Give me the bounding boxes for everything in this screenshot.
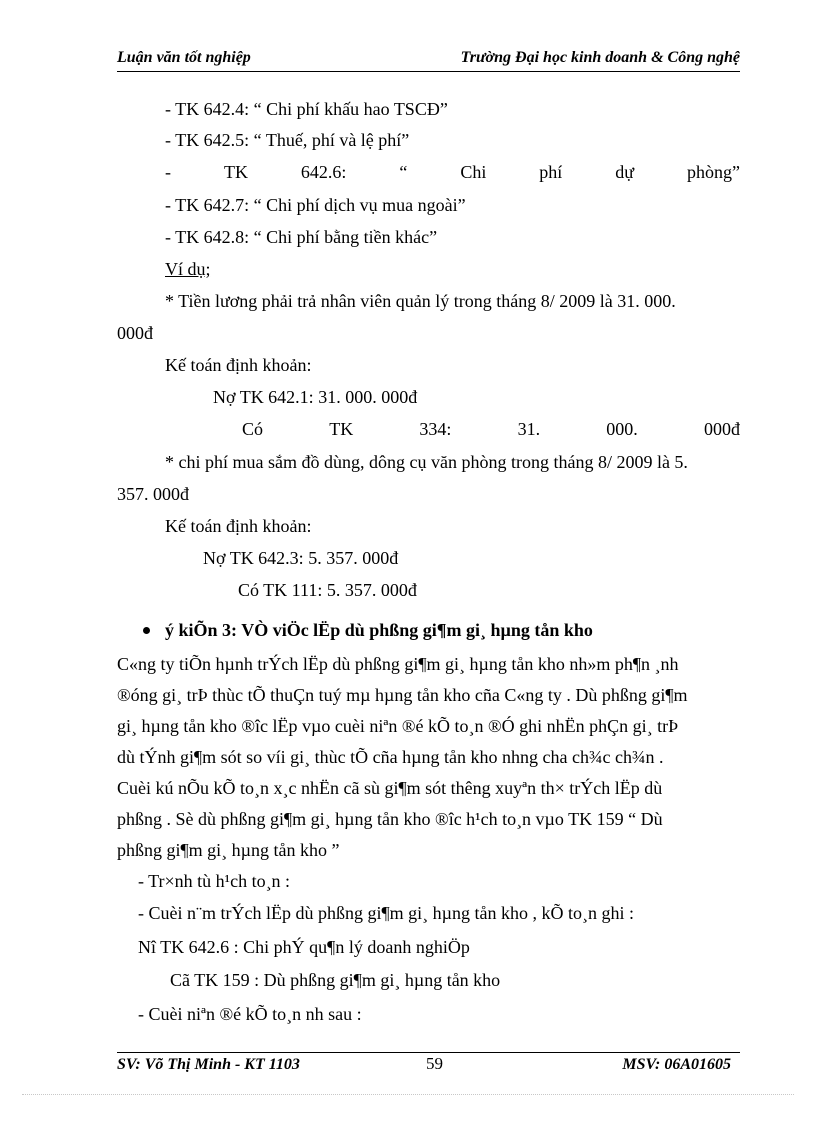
paragraph-line: phßng gi¶m gi¸ hµng tån kho ” (117, 840, 340, 860)
page-number: 59 (426, 1054, 443, 1073)
paragraph-line: C«ng ty tiÕn hµnh trÝch lËp dù phßng gi¶m gi¸ hµng tån kho nh»m ph¶n ¸nh (117, 654, 679, 674)
bullet-icon (143, 627, 150, 634)
word: 642.6: (300, 162, 347, 182)
text-line: Nợ TK 642.1: 31. 000. 000đ (213, 387, 418, 407)
text-line: - TK 642.4: “ Chi phí khấu hao TSCĐ” (165, 99, 448, 119)
text-line: - Tr×nh tù h¹ch to¸n : (138, 871, 291, 891)
text-line: Cã TK 159 : Dù phßng gi¶m gi¸ hµng tån kho (170, 970, 501, 990)
text-line: 357. 000đ (117, 484, 189, 504)
word: phí (539, 162, 563, 182)
word: 000. (606, 419, 638, 439)
word: 334: (419, 419, 452, 439)
example-heading: Ví dụ; (165, 259, 211, 279)
justified-line (242, 418, 740, 440)
word: Chi (460, 162, 487, 182)
text-line: Kế toán định khoản: (165, 355, 312, 375)
justified-line (165, 161, 740, 183)
paragraph-line: ®óng gi¸ trÞ thùc tÕ thuÇn tuý mµ hµng tån kho cña C«ng ty . Dù phßng gi¶m (117, 685, 688, 705)
text-line: - TK 642.7: “ Chi phí dịch vụ mua ngoài” (165, 195, 466, 215)
word: Có (242, 419, 264, 439)
word: 000đ (703, 419, 740, 439)
word: TK (329, 419, 354, 439)
text-line: Kế toán định khoản: (165, 516, 312, 536)
paragraph-line: dù tÝnh gi¶m sót so víi gi¸ thùc tÕ cña hµng tån kho nhng cha ch¾c ch¾n . (117, 747, 664, 767)
page-header (117, 47, 740, 72)
word: - (165, 162, 171, 182)
text-line: 000đ (117, 323, 153, 343)
page-bottom-divider (22, 1094, 794, 1095)
header-right-text: Trường Đại học kinh doanh & Công nghệ (460, 49, 740, 66)
footer-right-text: MSV: 06A01605 (622, 1056, 731, 1073)
word: phòng” (686, 162, 740, 182)
word: dự (615, 162, 635, 182)
text-line: - TK 642.5: “ Thuế, phí và lệ phí” (165, 130, 410, 150)
paragraph-line: phßng . Sè dù phßng gi¶m gi¸ hµng tån kho ®îc h¹ch to¸n vµo TK 159 “ Dù (117, 809, 663, 829)
word: 31. (517, 419, 541, 439)
text-line: - Cuèi niªn ®é kÕ to¸n nh sau : (138, 1004, 362, 1024)
section-heading: ý kiÕn 3: VÒ viÖc lËp dù phßng gi¶m gi¸ hµng tån kho (165, 620, 593, 640)
word: TK (223, 162, 248, 182)
word: “ (399, 162, 408, 182)
header-left-text: Luận văn tốt nghiệp (117, 49, 251, 66)
text-line: Nî TK 642.6 : Chi phÝ qu¶n lý doanh nghiÖp (138, 937, 470, 957)
footer-rule (117, 1052, 740, 1053)
text-line: - Cuèi n¨m trÝch lËp dù phßng gi¶m gi¸ hµng tån kho , kÕ to¸n ghi : (138, 903, 634, 923)
text-line: * Tiền lương phải trả nhân viên quản lý trong tháng 8/ 2009 là 31. 000. (165, 291, 676, 311)
text-line: - TK 642.8: “ Chi phí bằng tiền khác” (165, 227, 438, 247)
footer-left-text: SV: Võ Thị Minh - KT 1103 (117, 1056, 300, 1073)
text-line: Có TK 111: 5. 357. 000đ (238, 580, 417, 600)
paragraph-line: Cuèi kú nÕu kÕ to¸n x¸c nhËn cã sù gi¶m sót thêng xuyªn th× trÝch lËp dù (117, 778, 663, 798)
text-line: * chi phí mua sắm đồ dùng, dông cụ văn phòng trong tháng 8/ 2009 là 5. (165, 452, 688, 472)
paragraph-line: gi¸ hµng tån kho ®îc lËp vµo cuèi niªn ®é kÕ to¸n ®Ó ghi nhËn phÇn gi¸ trÞ (117, 716, 679, 736)
text-line: Nợ TK 642.3: 5. 357. 000đ (203, 548, 399, 568)
